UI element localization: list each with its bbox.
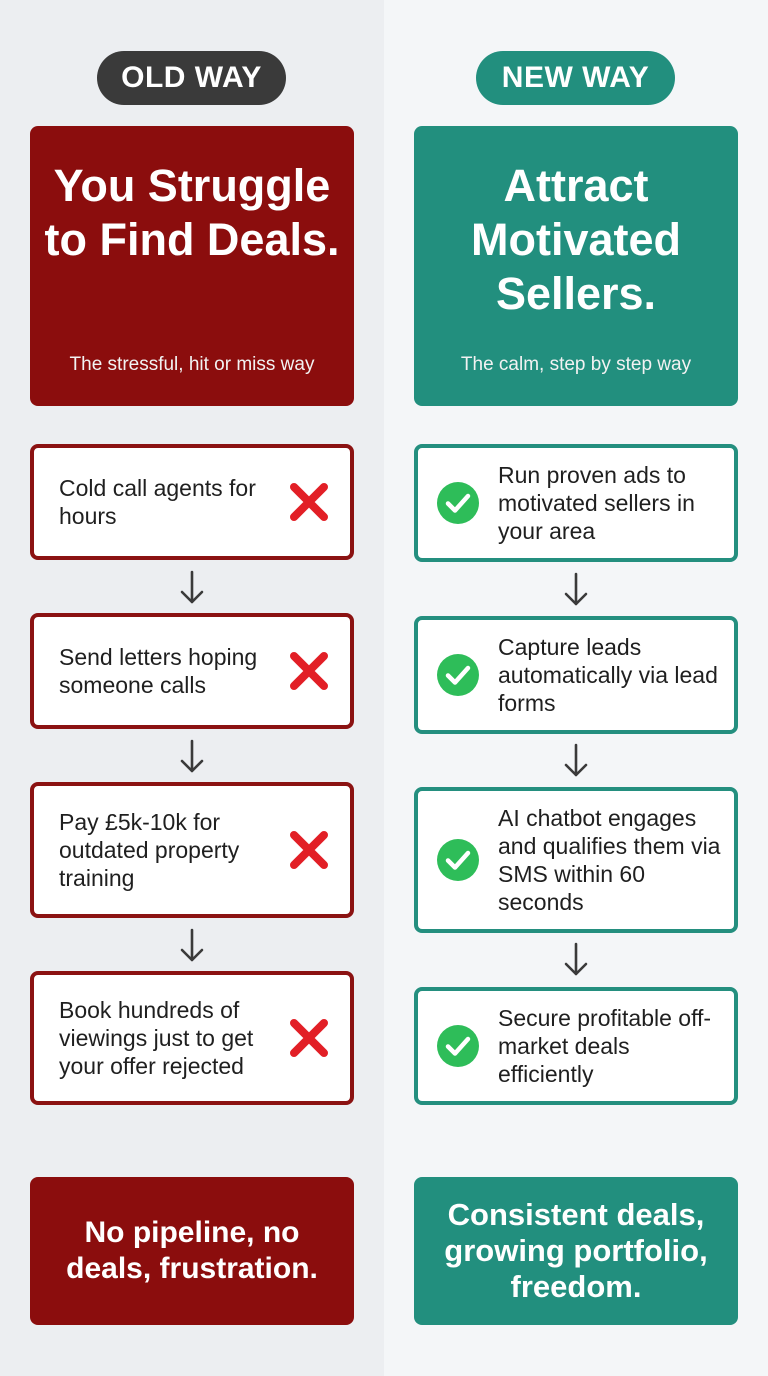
old-way-headline-card: [30, 126, 354, 406]
old-step-3: [30, 782, 354, 918]
new-way-headline: Attract Motivated Sellers.: [470, 160, 681, 319]
old-step-2-text: Send letters hoping someone calls: [59, 644, 258, 698]
check-circle-icon: [436, 481, 480, 525]
down-arrow-icon: [178, 928, 206, 964]
down-arrow-icon: [562, 572, 590, 608]
old-step-1-text: Cold call agents for hours: [59, 475, 256, 529]
new-step-4-text: Secure profitable off-market deals efficiently: [498, 1005, 712, 1087]
down-arrow-icon: [562, 942, 590, 978]
down-arrow-icon: [562, 743, 590, 779]
x-icon: [286, 1015, 332, 1061]
new-step-1: [414, 444, 738, 562]
new-way-headline-card: [414, 126, 738, 406]
old-way-headline: You Struggle to Find Deals.: [44, 160, 340, 265]
x-icon: [286, 479, 332, 525]
old-step-3-text: Pay £5k-10k for outdated property training: [59, 809, 240, 891]
old-step-4: [30, 971, 354, 1105]
x-icon: [286, 648, 332, 694]
new-way-label: NEW WAY: [476, 51, 675, 105]
old-step-4-text: Book hundreds of viewings just to get your offer rejected: [59, 997, 254, 1079]
new-way-outcome: Consistent deals, growing portfolio, freedom.: [414, 1177, 738, 1325]
old-way-outcome: No pipeline, no deals, frustration.: [30, 1177, 354, 1325]
down-arrow-icon: [178, 570, 206, 606]
new-step-1-text: Run proven ads to motivated sellers in your area: [498, 462, 695, 544]
check-circle-icon: [436, 838, 480, 882]
old-step-2: [30, 613, 354, 729]
new-step-3-text: AI chatbot engages and qualifies them via SMS within 60 seconds: [498, 805, 721, 915]
new-step-2-text: Capture leads automatically via lead forms: [498, 634, 718, 716]
old-step-1: [30, 444, 354, 560]
x-icon: [286, 827, 332, 873]
new-step-4: [414, 987, 738, 1105]
down-arrow-icon: [178, 739, 206, 775]
new-way-subtitle: The calm, step by step way: [460, 354, 692, 375]
check-circle-icon: [436, 653, 480, 697]
check-circle-icon: [436, 1024, 480, 1068]
new-step-3: [414, 787, 738, 933]
old-way-subtitle: The stressful, hit or miss way: [69, 354, 315, 375]
new-step-2: [414, 616, 738, 734]
old-way-label: OLD WAY: [97, 51, 286, 105]
